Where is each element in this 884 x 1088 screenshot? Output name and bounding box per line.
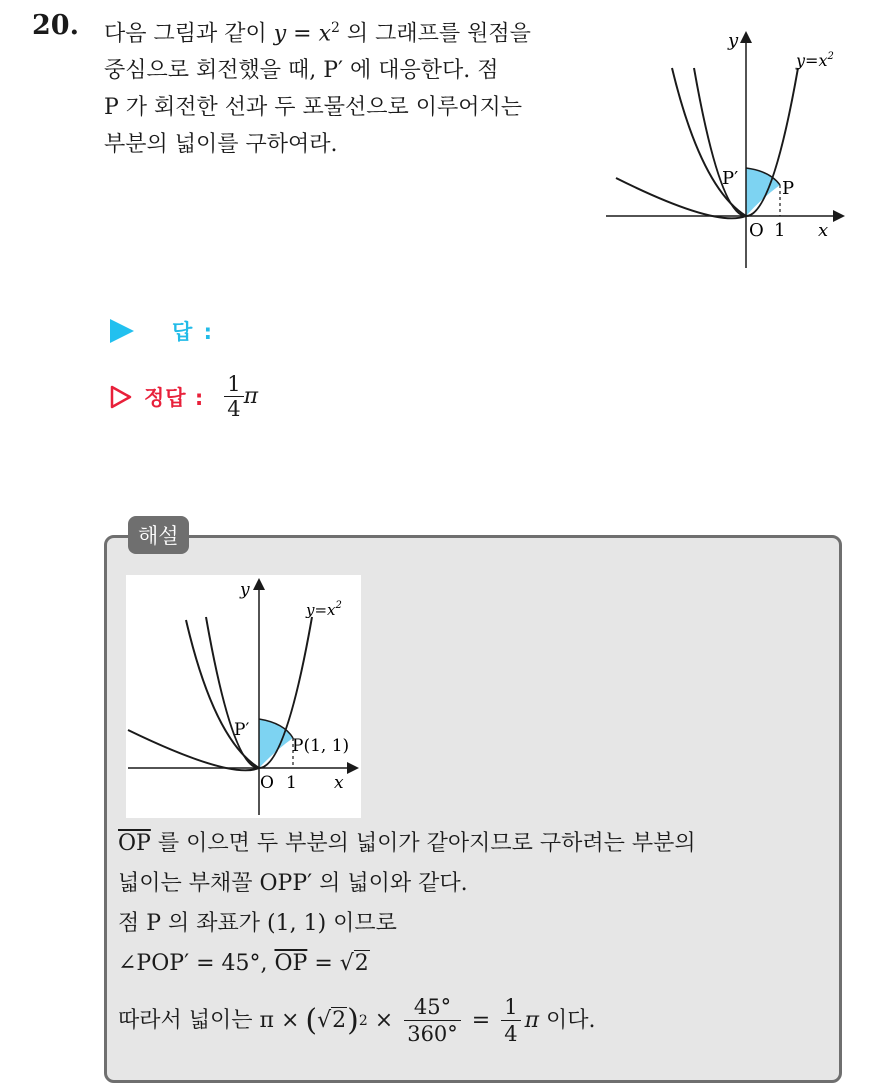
y-axis-label: y [240,580,250,600]
curve-label: $y=x^2$ [796,51,834,70]
correct-answer-fraction [224,372,243,421]
correct-answer-value [224,372,258,421]
angle-fraction-den: 360° [404,1020,461,1047]
segment-op: $\overline{OP}$ [118,831,151,856]
question-line-1 [104,10,584,52]
x-axis-label: x [818,220,829,241]
solution-tag: 해설 [128,516,189,554]
curve-label: $y=x^2$ [306,600,342,619]
times-sign: × [367,1007,401,1033]
x-axis-label: x [334,773,344,793]
square-exponent: 2 [358,1012,368,1029]
answer-label: 답 : [172,320,214,344]
sqrt-2 [340,950,370,976]
shaded-region [746,168,780,216]
solution-line-4 [118,944,838,984]
angle-statement: ∠POP′ = 45°, [118,951,275,976]
pi-symbol: π [243,384,259,409]
question-line-4: 부분의 넓이를 구하여라. [104,132,338,158]
correct-answer-row [110,372,258,421]
outline-triangle-icon [110,385,132,409]
sqrt-radicand-b: 2 [332,1007,347,1033]
sqrt-symbol-b: √ [317,1007,332,1033]
point-p-label: P(1, 1) [292,736,350,756]
answer-row [110,316,214,346]
point-pprime-label: P′ [234,720,250,740]
question-line-2: 중심으로 회전했을 때, P′ 에 대응한다. 점 [104,58,499,84]
angle-fraction [404,994,461,1047]
origin-label: O [260,773,274,793]
sqrt-2-b [317,1001,347,1041]
equals-sign-2: = [464,1007,498,1033]
result-pi: π [524,1007,540,1033]
solution-line-1 [118,824,838,864]
question-equation: y = x [273,21,332,47]
origin-label: O [749,220,764,241]
solution-end: 이다. [539,1007,596,1033]
angle-fraction-num: 45° [413,995,452,1019]
shaded-region [259,719,293,768]
solution-line-1-text: 를 이으면 두 부분의 넓이가 같아지므로 구하려는 부분의 [150,831,696,856]
segment-op-2: $\overline{OP}$ [274,951,308,976]
correct-answer-label: 정답 : [144,385,205,410]
paren-open: ( [305,1002,318,1038]
solution-line-2: 넓이는 부채꼴 OPP′ 의 넓이와 같다. [118,871,468,896]
tick-label-1: 1 [774,220,786,241]
sqrt-symbol: √ [339,951,354,976]
solution-line-3: 점 P 의 좌표가 (1, 1) 이므로 [118,911,397,936]
result-fraction [501,994,520,1047]
solution-text [118,824,838,1047]
question-number: 20. [32,10,79,41]
solution-figure [126,575,361,818]
question-line-1a: 다음 그림과 같이 [104,21,274,47]
fraction-numerator: 1 [227,372,241,396]
equals-sign: = [307,951,340,976]
play-triangle-icon [110,319,134,343]
point-pprime-label: P′ [722,168,739,189]
question-figure [606,28,866,273]
paren-close: ) [347,1002,359,1038]
result-fraction-den: 4 [501,1020,520,1047]
tick-label-1: 1 [286,773,297,793]
fraction-denominator: 4 [224,396,243,421]
question-line-1b: 의 그래프를 원점을 [339,21,531,47]
y-axis-label: y [728,30,739,51]
question-line-3: P 가 회전한 선과 두 포물선으로 이루어지는 [104,95,523,121]
result-fraction-num: 1 [504,995,518,1019]
solution-line-5 [118,994,838,1047]
question-text [104,10,584,163]
sqrt-radicand: 2 [354,951,369,976]
point-p-label: P [782,178,795,199]
area-intro: 따라서 넓이는 π × [118,1007,300,1033]
question-exponent: 2 [331,20,340,36]
